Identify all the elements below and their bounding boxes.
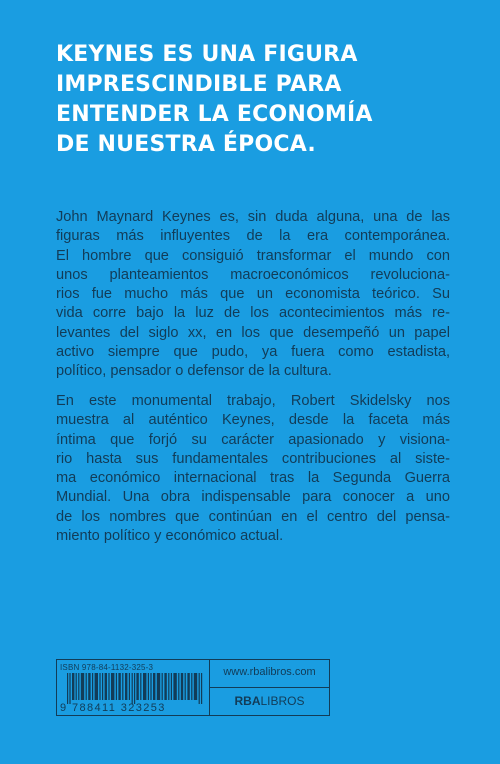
- synopsis-paragraph-2: [56, 392, 450, 546]
- paragraph-line: rios fue mucho más que un economista teórico. Su: [56, 286, 450, 303]
- headline-line: ENTENDER LA ECONOMÍA: [56, 102, 373, 127]
- paragraph-line: ma económico internacional tras la Segunda Guerra: [56, 470, 450, 487]
- paragraph-line: íntima que forjó su carácter apasionado y visiona-: [56, 431, 450, 448]
- barcode-icon: [67, 673, 203, 704]
- isbn-publisher-box: [56, 659, 330, 716]
- paragraph-line: Mundial. Una obra indispensable para conocer a uno: [56, 489, 450, 506]
- publisher-website: www.rbalibros.com: [223, 666, 316, 678]
- paragraph-line: figuras más influyentes de la era contemporánea.: [56, 228, 450, 245]
- publisher-logo-libros: LIBROS: [260, 694, 305, 708]
- paragraph-line: En este monumental trabajo, Robert Skidelsky nos: [56, 393, 450, 409]
- headline-line: DE NUESTRA ÉPOCA.: [56, 132, 316, 157]
- paragraph-line: de los nombres que continúan en el centro del pensa-: [56, 508, 450, 525]
- back-cover-headline: [56, 40, 476, 160]
- box-divider-horizontal: [210, 687, 329, 688]
- headline-line: KEYNES ES UNA FIGURA: [56, 42, 358, 67]
- publisher-logo: [210, 694, 329, 708]
- barcode-panel: [57, 660, 209, 715]
- paragraph-line: activo siempre que pudo, ya fuera como estadista,: [56, 344, 450, 361]
- paragraph-line: muestra al auténtico Keynes, desde la faceta más: [56, 412, 450, 429]
- paragraph-line: unos planteamientos macroeconómicos revoluciona-: [56, 266, 450, 283]
- publisher-logo-rba: RBA: [234, 694, 261, 708]
- paragraph-line: El hombre que consiguió transformar el mundo con: [56, 247, 450, 264]
- headline-line: IMPRESCINDIBLE PARA: [56, 72, 342, 97]
- isbn-barcode-digits: 9 788411 323253: [60, 702, 166, 714]
- paragraph-line: levantes del siglo xx, en los que desempeñó un papel: [56, 324, 450, 341]
- paragraph-line: John Maynard Keynes es, sin duda alguna, una de las: [56, 209, 450, 225]
- paragraph-line: miento político y económico actual.: [56, 528, 284, 545]
- paragraph-line: rio hasta sus fundamentales contribuciones al siste-: [56, 450, 450, 467]
- isbn-label: ISBN 978-84-1132-325-3: [60, 663, 154, 672]
- paragraph-line: político, pensador o defensor de la cultura.: [56, 363, 332, 380]
- paragraph-line: vida corre bajo la luz de los acontecimientos más re-: [56, 305, 450, 322]
- synopsis-paragraph-1: [56, 208, 450, 382]
